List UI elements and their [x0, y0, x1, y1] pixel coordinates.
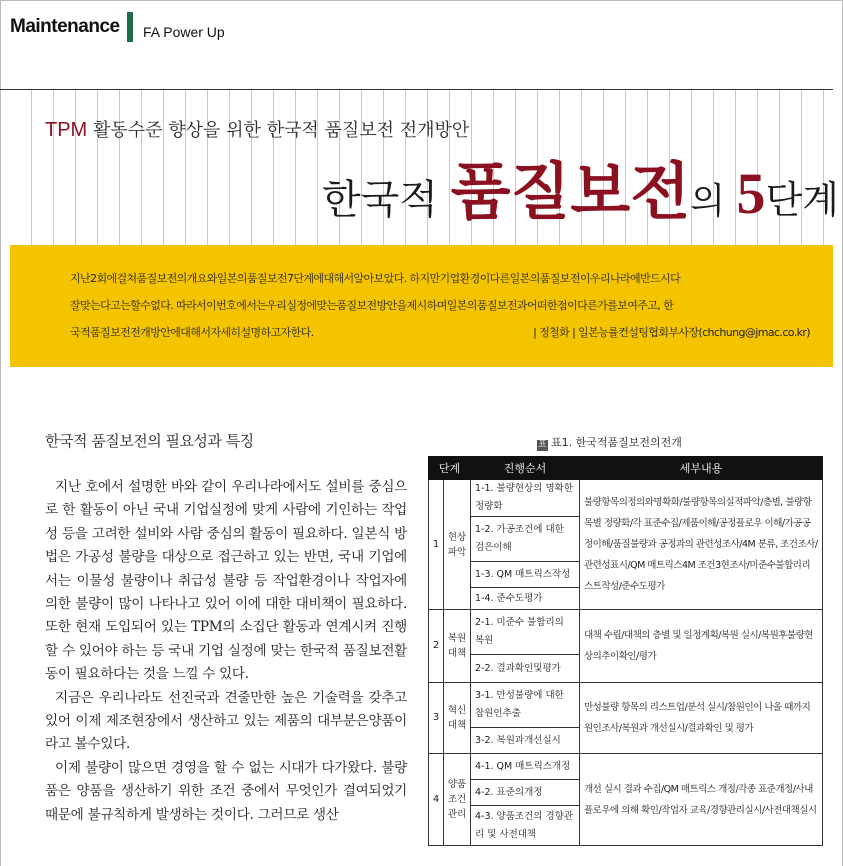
subtitle-tpm: TPM: [45, 119, 88, 141]
intro-line: 국적품질보전전개방안에대해서자세히설명하고자한다.: [70, 326, 314, 339]
left-border-line: [0, 0, 1, 866]
step-cell: 1-3. QM 매트릭스작성: [471, 562, 580, 588]
table-caption-icon: 표: [538, 440, 547, 450]
table-caption: [537, 434, 682, 451]
step-cell: 2-2. 결과확인및평가: [471, 655, 580, 683]
intro-line: 잘맞는다고는할수없다. 따라서이번호에서는우리실정에맞는품질보전방안을제시하며일본의품질보전과어떠한점이다른가를보여주고, 한: [70, 299, 674, 312]
table-row: [429, 480, 823, 517]
intro-text: [70, 265, 810, 346]
header-stage: 단계: [429, 457, 471, 480]
table-row: [429, 610, 823, 655]
stage-phase: 혁신대책: [444, 683, 471, 754]
top-border-line: [0, 0, 843, 1]
section-name: Maintenance: [10, 16, 120, 37]
intro-line: 지난2회에걸쳐품질보전의개요와일본의품질보전7단계에대해서알아보았다. 하지만기업환경이다른일본의품질보전이우리나라에반드시다: [70, 272, 681, 285]
section-subtitle: FA Power Up: [143, 24, 225, 40]
body-paragraph: 지금은 우리나라도 선진국과 견줄만한 높은 기술력을 갖추고 있어 이제 제조현장에서 생산하고 있는 제품의 대부분은양품이라고 볼수있다.: [45, 689, 407, 753]
step-cell: 4-3. 양품조건의 경향관리 및 사전대책: [471, 806, 580, 846]
step-cell: 1-2. 가공조건에 대한 검은이해: [471, 517, 580, 562]
article-subtitle: [45, 116, 469, 142]
stage-number: 1: [429, 480, 444, 610]
stage-number: 4: [429, 754, 444, 846]
author-byline: | 정철화 | 일본능률컨설팅협회부사장(chchung@jmac.co.kr): [533, 326, 810, 339]
detail-cell: 불량항목의정의와명확화/불량항목의실적파악/층별, 불량항목별 정량화/각 표준수집/제품이해/공정플로우 이해/가공공정이해/품질불량과 공정과의 관련성조사/4M 분류, 조건조사/관련성표시/QM 매트릭스4M 조건3현조사/미준수불합리리스트작성/준수도평가: [580, 480, 823, 610]
process-table: [428, 456, 823, 846]
table-row: [429, 683, 823, 728]
stage-phase: 복원대책: [444, 610, 471, 683]
section-divider-bar: [127, 12, 133, 42]
header-details: 세부내용: [580, 457, 823, 480]
detail-cell: 개선 실시 결과 수집/QM 매트릭스 개정/각종 표준개정/사내 플로우에 의해 확인/작업자 교육/경향관리실시/사전대책실시: [580, 754, 823, 846]
step-cell: 3-1. 만성불량에 대한 참원인추출: [471, 683, 580, 728]
intro-box: [10, 245, 833, 367]
stage-phase: 현상파악: [444, 480, 471, 610]
intro-line-with-byline: [70, 319, 810, 346]
title-part-4: 5: [736, 161, 766, 226]
article-title: [322, 142, 839, 228]
article-body: [45, 476, 407, 827]
step-cell: 4-1. QM 매트릭스개정: [471, 754, 580, 780]
title-part-5: 단계: [765, 178, 839, 222]
detail-cell: 대책 수립/대책의 층별 및 일정계획/복원 실시/복원후불량현상의추이확인/평가: [580, 610, 823, 683]
stage-number: 3: [429, 683, 444, 754]
step-cell: 1-1. 불량현상의 명확한 정량화: [471, 480, 580, 517]
table-caption-text: 표1. 한국적품질보전의전개: [551, 436, 682, 449]
table-header-row: [429, 457, 823, 480]
stage-number: 2: [429, 610, 444, 683]
step-cell: 2-1. 미준수 불합리의 복원: [471, 610, 580, 655]
step-cell: 4-2. 표준의개정: [471, 780, 580, 806]
title-part-1: 한국적: [322, 177, 451, 223]
table-row: [429, 754, 823, 780]
body-paragraph: 이제 불량이 많으면 경영을 할 수 없는 시대가 다가왔다. 불량품은 양품을 생산하기 위한 조건 중에서 무엇인가 결여되었기 때문에 불규칙하게 발생하는 것이다. 그러므로 생산: [45, 759, 407, 823]
section-heading: 한국적 품질보전의 필요성과 특징: [45, 432, 254, 450]
subtitle-text: 활동수준 향상을 위한 한국적 품질보전 전개방안: [87, 120, 470, 141]
stage-phase: 양품조건관리: [444, 754, 471, 846]
title-part-3: 의: [690, 181, 737, 222]
header-sequence: 진행순서: [471, 457, 580, 480]
title-part-2: 품질보전: [450, 155, 691, 228]
step-cell: 1-4. 준수도평가: [471, 588, 580, 610]
body-paragraph: 지난 호에서 설명한 바와 같이 우리나라에서도 설비를 중심으로 한 활동이 아닌 국내 기업실정에 맞게 사람에 기인하는 작업성 등을 고려한 설비와 사람 중심의 활동이 필요하다. 일본식 방법은 가공성 불량을 대상으로 접근하고 있는 반면, 국내 기업에서는 이물성 불량이나 취급성 불량 등 작업환경이나 작업자에 의한 불량이 많이 나타나고 있어 이에 대한 대비책이 필요하다. 또한 현재 도입되어 있는 TPM의 소집단 활동과 연계시켜 진행할 수 있어야 하는 등 국내 기업 실정에 맞는 한국적 품질보전활동이 필요하다는 것을 느낄 수 있다.: [45, 479, 407, 683]
detail-cell: 만성불량 항목의 리스트업/분석 실시/참원인이 나올 때까지 원인조사/복원과 개선실시/결과확인 및 평가: [580, 683, 823, 754]
step-cell: 3-2. 복원과개선실시: [471, 728, 580, 754]
